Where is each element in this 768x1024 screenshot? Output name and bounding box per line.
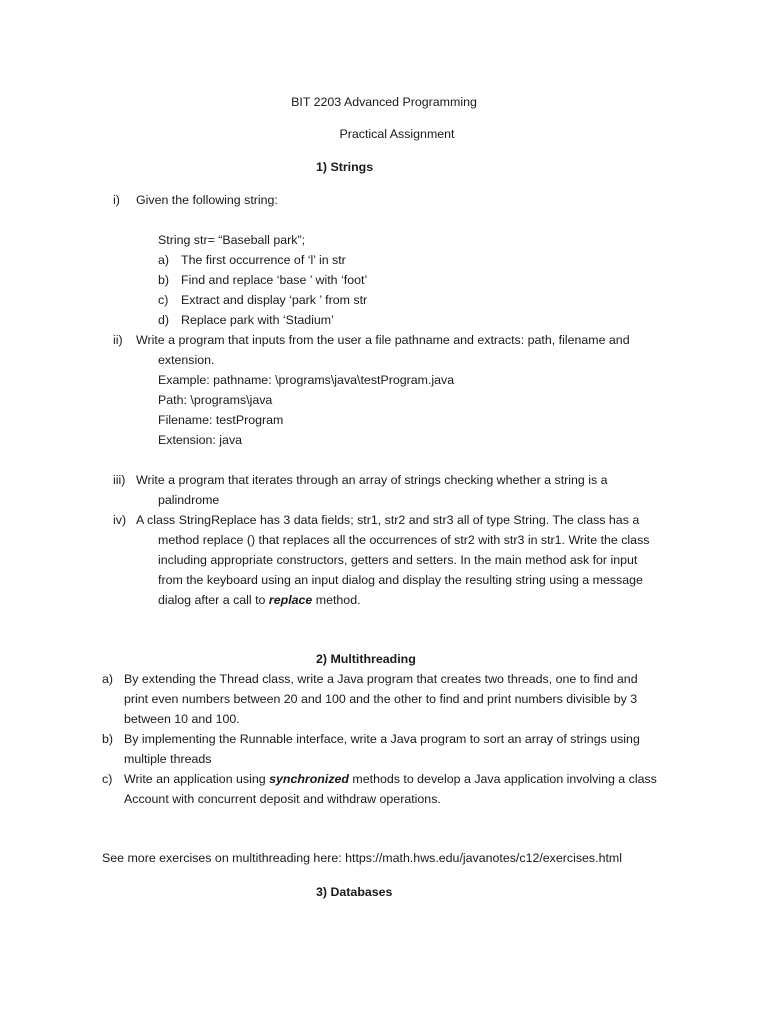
item-text: Write a program that inputs from the user a file pathname and extracts: path, filename and bbox=[136, 333, 630, 347]
item-marker: a) bbox=[102, 672, 114, 686]
item-text: palindrome bbox=[158, 493, 220, 507]
text-run: methods to develop a Java application involving a class bbox=[348, 772, 657, 786]
subitem-marker: d) bbox=[158, 313, 170, 327]
subitem-text: The first occurrence of ‘l’ in str bbox=[181, 253, 346, 267]
section-heading-databases: 3) Databases bbox=[316, 885, 393, 899]
item-text: A class StringReplace has 3 data fields; str1, str2 and str3 all of type String. The class has a bbox=[136, 513, 640, 527]
item-text: Given the following string: bbox=[136, 193, 278, 207]
example-line: Extension: java bbox=[158, 433, 243, 447]
item-marker: b) bbox=[102, 732, 114, 746]
item-marker: iii) bbox=[113, 473, 126, 487]
section-heading-strings: 1) Strings bbox=[316, 160, 374, 174]
course-title: BIT 2203 Advanced Programming bbox=[291, 95, 477, 109]
text-run: method. bbox=[312, 593, 361, 607]
item-text: Write a program that iterates through an array of strings checking whether a string is a bbox=[136, 473, 608, 487]
subitem-marker: c) bbox=[158, 293, 169, 307]
item-marker: iv) bbox=[113, 513, 127, 527]
section-heading-multithreading: 2) Multithreading bbox=[316, 652, 416, 666]
item-text: between 10 and 100. bbox=[124, 712, 240, 726]
subitem-text: Extract and display ‘park ’ from str bbox=[181, 293, 368, 307]
item-text bbox=[158, 590, 361, 610]
item-text: method replace () that replaces all the occurrences of str2 with str3 in str1. Write the class bbox=[158, 533, 650, 547]
subitem-text: Find and replace ‘base ’ with ‘foot’ bbox=[181, 273, 368, 287]
item-text: from the keyboard using an input dialog and display the resulting string using a message bbox=[158, 573, 643, 587]
text-run: dialog after a call to bbox=[158, 593, 269, 607]
item-marker: c) bbox=[102, 772, 113, 786]
item-text: multiple threads bbox=[124, 752, 212, 766]
example-line: Example: pathname: \programs\java\testProgram.java bbox=[158, 373, 455, 387]
example-line: Filename: testProgram bbox=[158, 413, 284, 427]
document-subtitle: Practical Assignment bbox=[339, 127, 455, 141]
item-marker: i) bbox=[113, 193, 120, 207]
item-text: Account with concurrent deposit and withdraw operations. bbox=[124, 792, 441, 806]
code-line: String str= “Baseball park”; bbox=[158, 233, 306, 247]
item-marker: ii) bbox=[113, 333, 123, 347]
more-exercises-line: See more exercises on multithreading here: https://math.hws.edu/javanotes/c12/exercises.html bbox=[102, 851, 622, 865]
item-text: extension. bbox=[158, 353, 215, 367]
item-text bbox=[124, 769, 657, 789]
subitem-text: Replace park with ‘Stadium’ bbox=[181, 313, 334, 327]
item-text: including appropriate constructors, getters and setters. In the main method ask for input bbox=[158, 553, 638, 567]
subitem-marker: a) bbox=[158, 253, 170, 267]
subitem-marker: b) bbox=[158, 273, 170, 287]
emphasis-text: replace bbox=[268, 593, 313, 607]
text-run: Write an application using bbox=[124, 772, 270, 786]
emphasis-text: synchronized bbox=[269, 772, 349, 786]
example-line: Path: \programs\java bbox=[158, 393, 273, 407]
item-text: print even numbers between 20 and 100 and the other to find and print numbers divisible by 3 bbox=[124, 692, 638, 706]
item-text: By implementing the Runnable interface, write a Java program to sort an array of strings using bbox=[124, 732, 640, 746]
item-text: By extending the Thread class, write a Java program that creates two threads, one to find and bbox=[124, 672, 638, 686]
